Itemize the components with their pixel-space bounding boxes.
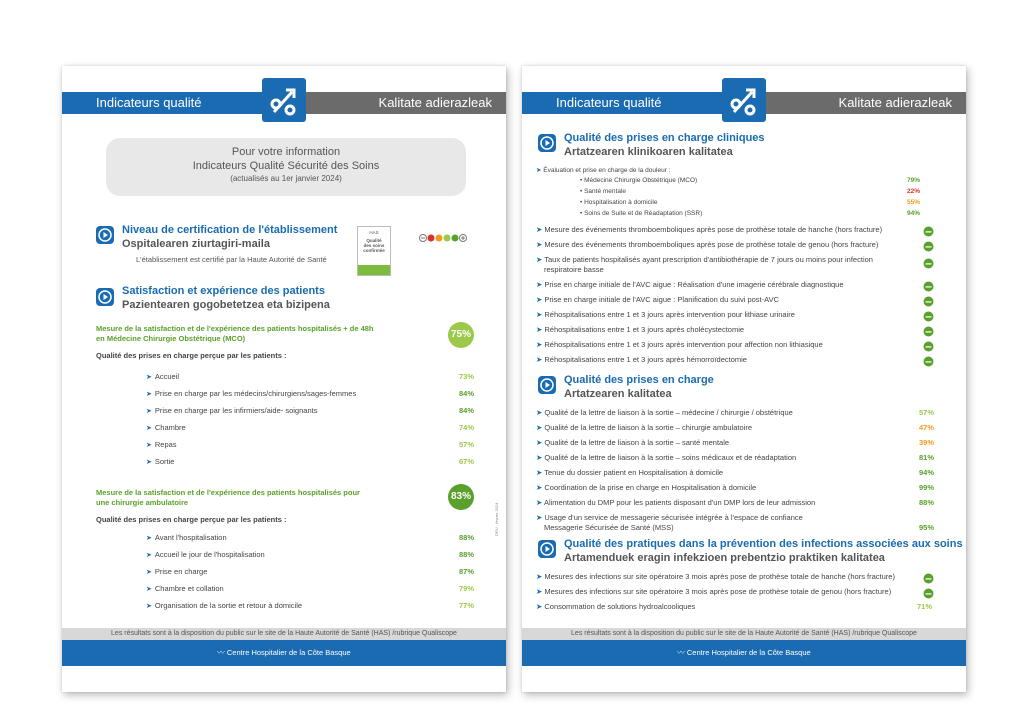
hospital-logo-icon: 〰 [677,648,687,657]
care-title: Qualité des prises en charge [564,374,714,386]
list-item-value: 77% [458,601,474,610]
list-item: ➤ Mesures des infections sur site opératoire 3 mois après pose de prothèse totale de genou (hors fracture) [536,587,892,596]
list-item: ➤ Prise en charge par les médecins/chirurgiens/sages-femmes [146,389,357,398]
header-title-eu: Kalitate adierazleak [306,92,506,114]
play-icon [538,540,556,558]
vertical-note: DRU - février 2024 [494,502,499,536]
clinical-subtitle: Artatzearen klinikoaren kalitatea [564,146,733,158]
list-item: ➤ Réhospitalisations entre 1 et 3 jours après hémorroïdectomie [536,355,747,364]
list-item: ➤ Repas [146,440,177,449]
pain-label: ➤ Évaluation et prise en charge de la douleur : [536,167,671,174]
list-item: ➤ Organisation de la sortie et retour à domicile [146,601,303,610]
list-item-continuation: respiratoire basse [544,265,604,274]
list-item-value: 94% [918,468,934,477]
list-item-value: 71% [916,602,932,611]
clinical-title: Qualité des prises en charge cliniques [564,132,765,144]
list-item: ➤ Consommation de solutions hydroalcooliques [536,602,696,611]
list-item: • Hospitalisation à domicile [580,199,658,206]
list-item-value: 57% [918,408,934,417]
list-item-value: 79% [458,584,474,593]
block2-score-badge: 83% [448,484,474,510]
certification-subtitle: Ospitalearen ziurtagiri-maila [122,238,270,250]
list-item: ➤ Accueil [146,372,180,381]
list-item: • Soins de Suite et de Réadaptation (SSR) [580,210,703,217]
block1-label: Qualité des prises en charge perçue par les patients : [96,351,287,360]
list-item: ➤ Accueil le jour de l'hospitalisation [146,550,265,559]
smiley-icon [923,354,934,365]
list-item-value: 88% [458,550,474,559]
list-item-value: 57% [458,440,474,449]
smiley-icon [923,339,934,350]
list-item-continuation: Messagerie Sécurisée de Santé (MSS) [544,523,674,532]
header-title-fr: Indicateurs qualité [62,92,262,114]
list-item: ➤ Prise en charge par les infirmiers/aide- soignants [146,406,318,415]
list-item: ➤ Mesure des événements thromboemboliques après pose de prothèse totale de genou (hors fracture) [536,240,879,249]
header-title-fr: Indicateurs qualité [522,92,722,114]
list-item: ➤ Mesure des événements thromboemboliques après pose de prothèse totale de hanche (hors fracture) [536,225,883,234]
block2-heading: Mesure de la satisfaction et de l'expérience des patients hospitalisés pour une chirurgie ambulatoire [96,488,360,507]
block2-label: Qualité des prises en charge perçue par les patients : [96,515,287,524]
page-header [62,92,506,114]
quality-percent-logo-icon [262,78,306,122]
footer-hospital: 〰 Centre Hospitalier de la Côte Basque [522,640,966,666]
list-item: ➤ Usage d'un service de messagerie sécurisée intégrée à l'espace de confiance [536,513,803,522]
quality-percent-logo-icon [722,78,766,122]
play-icon [96,226,114,244]
list-item: ➤ Sortie [146,457,175,466]
care-subtitle: Artatzearen kalitatea [564,388,672,400]
infection-title: Qualité des pratiques dans la prévention des infections associées aux soins [564,538,963,550]
list-item-value: 94% [906,210,920,217]
list-item: ➤ Qualité de la lettre de liaison à la sortie – chirurgie ambulatoire [536,423,752,432]
block1-score-badge: 75% [448,322,474,348]
smiley-icon [923,586,934,597]
list-item-value: 84% [458,389,474,398]
list-item-value: 99% [918,483,934,492]
certification-title: Niveau de certification de l'établissement [122,224,338,236]
list-item: ➤ Coordination de la prise en charge en Hospitalisation à domicile [536,483,757,492]
play-icon [538,376,556,394]
satisfaction-title: Satisfaction et expérience des patients [122,285,325,297]
list-item: ➤ Avant l'hospitalisation [146,533,227,542]
list-item-value: 73% [458,372,474,381]
smiley-icon [923,279,934,290]
list-item-value: 47% [918,423,934,432]
footer-hospital: 〰 Centre Hospitalier de la Côte Basque [62,640,506,666]
list-item-value: 67% [458,457,474,466]
list-item: ➤ Qualité de la lettre de liaison à la sortie – médecine / chirurgie / obstétrique [536,408,793,417]
list-item: ➤ Mesures des infections sur site opératoire 3 mois après pose de prothèse totale de hanche (hors fracture) [536,572,895,581]
list-item: • Médecine Chirurgie Obstétrique (MCO) [580,177,698,184]
info-line-3: (actualisés au 1er janvier 2024) [230,174,342,183]
hospital-logo-icon: 〰 [217,648,227,657]
list-item: • Santé mentale [580,188,627,195]
play-icon [538,134,556,152]
list-item: ➤ Prise en charge [146,567,208,576]
list-item: ➤ Qualité de la lettre de liaison à la sortie – santé mentale [536,438,730,447]
smiley-icon [923,324,934,335]
list-item: ➤ Réhospitalisations entre 1 et 3 jours après intervention pour affection non lithiasique [536,340,823,349]
smiley-icon [923,224,934,235]
list-item-value: 87% [458,567,474,576]
list-item-value: 88% [918,498,934,507]
list-item-value: 55% [906,199,920,206]
satisfaction-subtitle: Pazientearen gogobetetzea eta bizipena [122,299,330,311]
smiley-icon [923,256,934,267]
list-item: ➤ Chambre [146,423,186,432]
smiley-icon [923,309,934,320]
right-page [522,66,966,692]
list-item: ➤ Prise en charge initiale de l'AVC aigue : Réalisation d'une imagerie cérébrale diagnostique [536,280,844,289]
list-item-value: 22% [906,188,920,195]
certification-scale-icon [418,230,478,240]
list-item: ➤ Prise en charge initiale de l'AVC aigue : Planification du suivi post-AVC [536,295,779,304]
list-item-value: 95% [918,523,934,532]
list-item-value: 88% [458,533,474,542]
smiley-icon [923,294,934,305]
info-line-2: Indicateurs Qualité Sécurité des Soins [192,160,380,172]
footer-band: Les résultats sont à la disposition du public sur le site de la Haute Autorité de Santé (HAS) /rubrique Qualiscope [522,628,966,640]
infection-subtitle: Artamenduek eragin infekzioen prebentzio praktiken kalitatea [564,552,885,564]
list-item-value: 79% [906,177,920,184]
list-item: ➤ Tenue du dossier patient en Hospitalisation à domicile [536,468,724,477]
list-item-value: 39% [918,438,934,447]
left-page [62,66,506,692]
header-title-eu: Kalitate adierazleak [766,92,966,114]
list-item: ➤ Réhospitalisations entre 1 et 3 jours après cholécystectomie [536,325,745,334]
list-item: ➤ Taux de patients hospitalisés ayant prescription d'antibiothérapie de 7 jours ou moins pour infection [536,255,873,264]
footer-band: Les résultats sont à la disposition du public sur le site de la Haute Autorité de Santé (HAS) /rubrique Qualiscope [62,628,506,640]
info-box [106,138,466,196]
list-item-value: 84% [458,406,474,415]
list-item-value: 81% [918,453,934,462]
list-item-value: 74% [458,423,474,432]
list-item: ➤ Réhospitalisations entre 1 et 3 jours après intervention pour lithiase urinaire [536,310,795,319]
smiley-icon [923,239,934,250]
block1-heading: Mesure de la satisfaction et de l'expérience des patients hospitalisés + de 48h en Médecine Chirurgie Obstétrique (MCO) [96,324,374,343]
list-item: ➤ Chambre et collation [146,584,224,593]
play-icon [96,288,114,306]
list-item: ➤ Qualité de la lettre de liaison à la sortie – soins médicaux et de réadaptation [536,453,797,462]
info-line-1: Pour votre information [231,146,341,158]
list-item: ➤ Alimentation du DMP pour les patients disposant d'un DMP lors de leur admission [536,498,816,507]
certification-text: L'établissement est certifié par la Haute Autorité de Santé [136,255,327,264]
page-header [522,92,966,114]
smiley-icon [923,571,934,582]
has-certification-badge: HAS Qualité des soins confirmée [357,226,391,276]
